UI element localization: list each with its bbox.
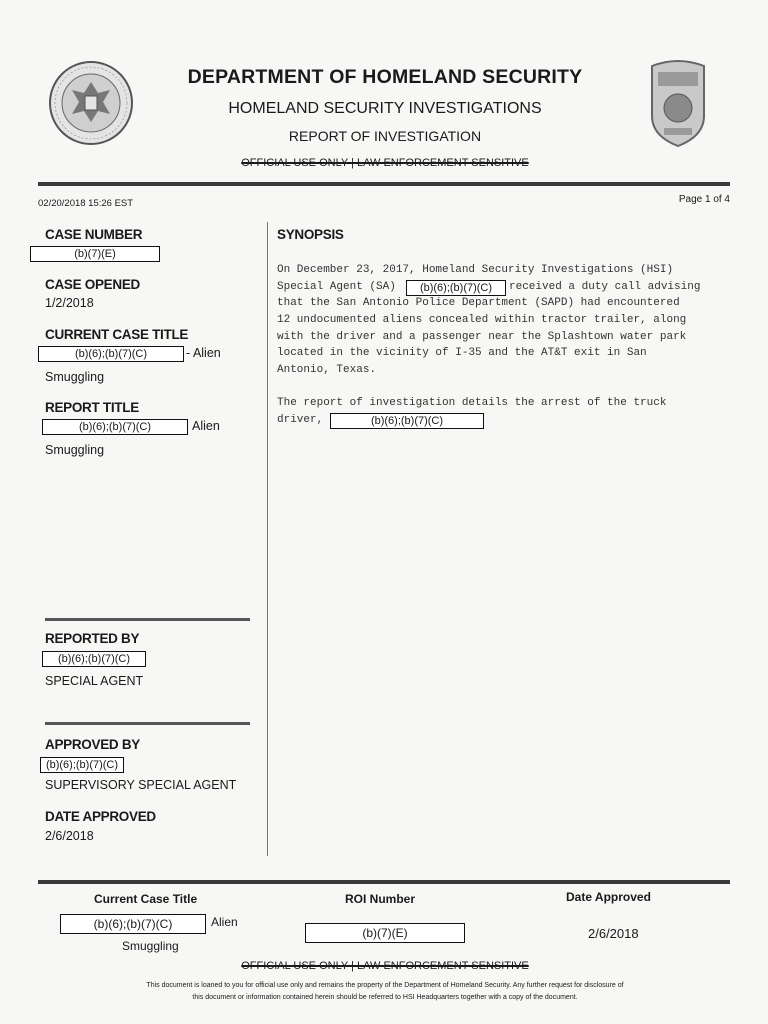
report-datetime: 02/20/2018 15:26 EST (38, 198, 134, 209)
footer-disclaimer (90, 980, 680, 1004)
date-approved-label: DATE APPROVED (45, 809, 156, 824)
footer-current-title-label: Current Case Title (94, 892, 198, 906)
current-case-title-suffix: - Alien (186, 346, 221, 360)
footer-roi-redaction: (b)(7)(E) (305, 923, 465, 943)
header-divider (38, 182, 730, 186)
synopsis-line-2-pre: Special Agent (SA) (277, 281, 396, 293)
current-case-title-label: CURRENT CASE TITLE (45, 327, 189, 342)
synopsis-line-2-post: received a duty call advising (509, 281, 701, 293)
approved-by-divider (45, 722, 250, 725)
report-title-line2: Smuggling (45, 443, 105, 457)
footer-current-title-line2: Smuggling (122, 939, 179, 953)
reported-by-redaction: (b)(6);(b)(7)(C) (42, 651, 146, 667)
reported-by-divider (45, 618, 250, 621)
department-title: DEPARTMENT OF HOMELAND SECURITY (187, 66, 583, 88)
synopsis-line-7: Antonio, Texas. (277, 364, 377, 376)
case-opened-label: CASE OPENED (45, 277, 140, 292)
footer-roi-label: ROI Number (345, 892, 416, 906)
current-case-title-redaction: (b)(6);(b)(7)(C) (38, 346, 184, 362)
synopsis-line-5: with the driver and a passenger near the Splashtown water park (277, 331, 687, 343)
footer-date-approved-label: Date Approved (566, 890, 651, 904)
report-title-suffix: Alien (192, 419, 220, 433)
synopsis-line-6: located in the vicinity of I-35 and the AT&T exit in San (277, 347, 647, 359)
approved-by-label: APPROVED BY (45, 737, 140, 752)
case-number-redaction: (b)(7)(E) (30, 246, 160, 262)
footer-disclaimer-line-1: This document is loaned to you for official use only and remains the property of the Department of Homeland Security. Any further request for disclosure of (146, 982, 624, 989)
synopsis-agent-redaction: (b)(6);(b)(7)(C) (406, 280, 506, 296)
approved-by-redaction: (b)(6);(b)(7)(C) (40, 757, 124, 773)
footer-security-marking: OFFICIAL USE ONLY | LAW ENFORCEMENT SENSITIVE (241, 960, 529, 972)
footer-current-title-suffix: Alien (211, 915, 238, 929)
case-opened-value: 1/2/2018 (45, 296, 94, 310)
current-case-title-line2: Smuggling (45, 370, 105, 384)
footer-date-approved-value: 2/6/2018 (588, 926, 639, 941)
reported-by-label: REPORTED BY (45, 631, 140, 646)
security-marking: OFFICIAL USE ONLY | LAW ENFORCEMENT SENSITIVE (241, 157, 529, 169)
report-title-label: REPORT TITLE (45, 400, 139, 415)
synopsis-driver-redaction: (b)(6);(b)(7)(C) (330, 413, 484, 429)
footer-disclaimer-line-2: this document or information contained herein should be referred to HSI Headquarters together with a copy of the document. (192, 994, 578, 1001)
report-title-redaction: (b)(6);(b)(7)(C) (42, 419, 188, 435)
report-type: REPORT OF INVESTIGATION (288, 128, 482, 144)
footer-current-title-redaction: (b)(6);(b)(7)(C) (60, 914, 206, 934)
synopsis-line-4: 12 undocumented aliens concealed within tractor trailer, along (277, 314, 687, 326)
synopsis-p2-line-2-pre: driver, (277, 414, 324, 426)
approved-by-role: SUPERVISORY SPECIAL AGENT (45, 778, 237, 792)
synopsis-line-3: that the San Antonio Police Department (SAPD) had encountered (277, 297, 680, 309)
page-number: Page 1 of 4 (678, 194, 730, 205)
agency-subtitle: HOMELAND SECURITY INVESTIGATIONS (228, 100, 542, 117)
column-divider (267, 222, 268, 856)
date-approved-value: 2/6/2018 (45, 829, 94, 843)
reported-by-role: SPECIAL AGENT (45, 674, 144, 688)
dhs-seal-icon (48, 60, 134, 146)
synopsis-line-1: On December 23, 2017, Homeland Security Investigations (HSI) (277, 264, 674, 276)
footer-divider (38, 880, 730, 884)
case-number-label: CASE NUMBER (45, 227, 143, 242)
synopsis-label: SYNOPSIS (277, 227, 344, 242)
synopsis-p2-line-1: The report of investigation details the arrest of the truck (277, 397, 667, 409)
hsi-badge-icon (644, 56, 712, 148)
